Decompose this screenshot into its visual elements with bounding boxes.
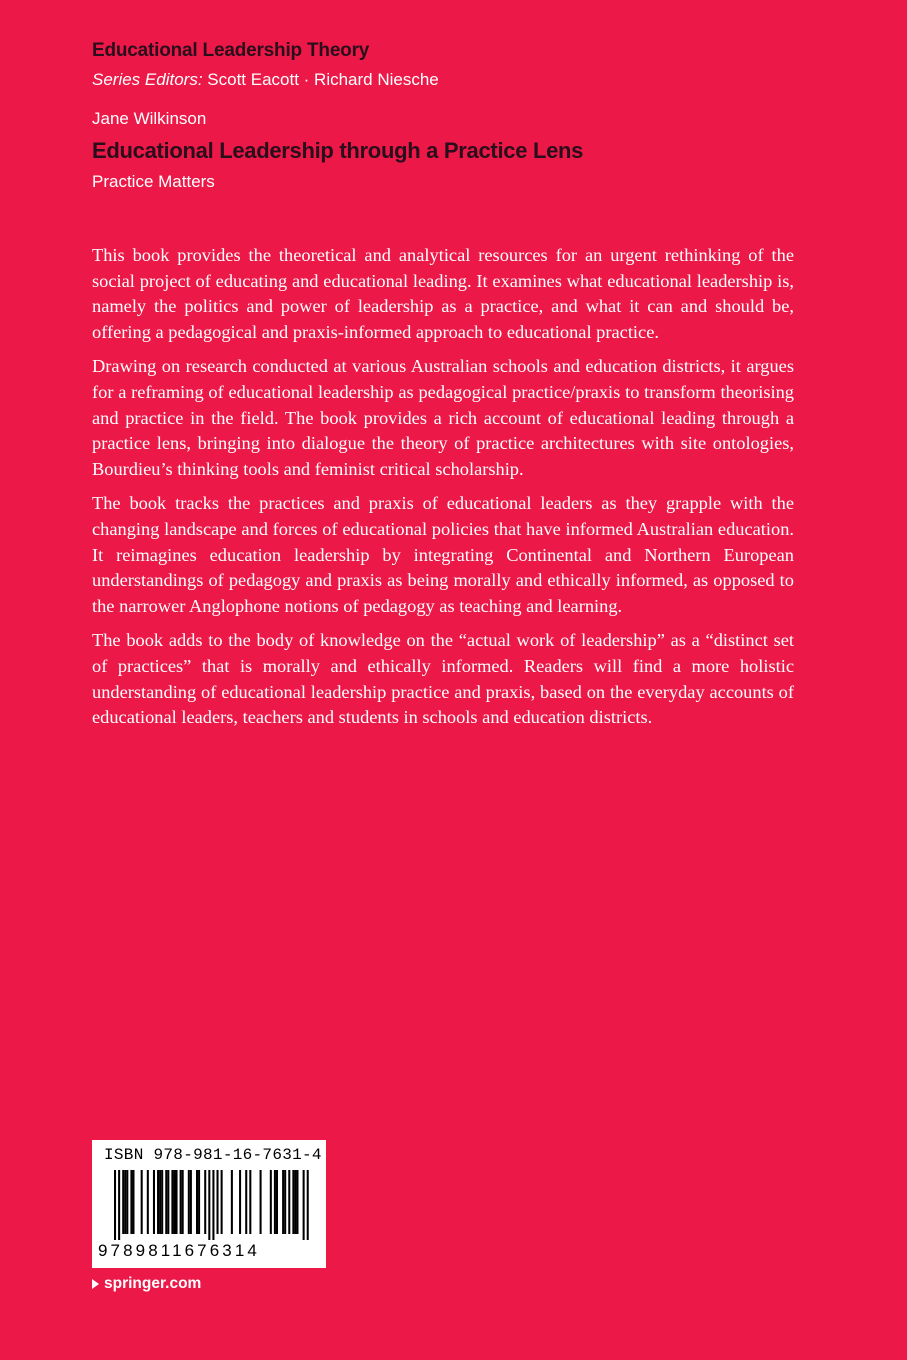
barcode-bar bbox=[296, 1170, 298, 1234]
barcode-bar bbox=[292, 1170, 294, 1234]
back-cover-blurb bbox=[92, 243, 794, 740]
barcode-bar bbox=[294, 1170, 296, 1234]
barcode-bar bbox=[157, 1170, 159, 1234]
series-title: Educational Leadership Theory bbox=[92, 40, 370, 61]
blurb-paragraph: The book tracks the practices and praxis of educational leaders as they grapple with the changing landscape and forces of educational policies that have informed Australian education. It reimagines education leadership by integrating Continental and Northern European understandings of pedagogy and praxis as being morally and ethically informed, as opposed to the narrower Anglophone notions of pedagogy as teaching and learning. bbox=[92, 493, 794, 616]
isbn-label: ISBN 978-981-16-7631-4 bbox=[104, 1146, 322, 1164]
barcode-bar bbox=[188, 1170, 190, 1234]
barcode-bar bbox=[288, 1170, 290, 1234]
series-editors-names: Scott Eacott · Richard Niesche bbox=[207, 70, 439, 89]
barcode-bar bbox=[126, 1170, 128, 1234]
barcode-bar bbox=[132, 1170, 134, 1234]
book-subtitle: Practice Matters bbox=[92, 172, 215, 191]
barcode-bar bbox=[182, 1170, 184, 1234]
barcode-bar bbox=[274, 1170, 276, 1234]
barcode-bar bbox=[141, 1170, 143, 1234]
barcode-bar bbox=[124, 1170, 126, 1234]
barcode-bar bbox=[171, 1170, 173, 1234]
barcode-bar bbox=[208, 1170, 210, 1240]
publisher-website[interactable] bbox=[92, 1275, 201, 1293]
barcode-bar bbox=[180, 1170, 182, 1234]
barcode-bar bbox=[221, 1170, 223, 1234]
barcode-bar bbox=[122, 1170, 124, 1234]
barcode-bar bbox=[190, 1170, 192, 1234]
barcode-bar bbox=[165, 1170, 167, 1234]
isbn-digits: 9789811676314 bbox=[98, 1241, 260, 1260]
barcode-bar bbox=[245, 1170, 247, 1234]
barcode-bar bbox=[270, 1170, 272, 1234]
book-title: Educational Leadership through a Practice Lens bbox=[92, 138, 584, 163]
barcode-bar bbox=[204, 1170, 206, 1234]
blurb-paragraph: This book provides the theoretical and analytical resources for an urgent rethinking of the social project of educating and educational leading. It examines what educational leadership is, namely the politics and power of leadership as a practice, and what it can and should be, offering a pedagogical and praxis-informed approach to educational practice. bbox=[92, 245, 794, 342]
series-editors bbox=[92, 70, 439, 90]
barcode-bar bbox=[276, 1170, 278, 1234]
barcode-bar bbox=[303, 1170, 305, 1240]
barcode-bar bbox=[307, 1170, 309, 1240]
publisher-website-label: springer.com bbox=[104, 1275, 202, 1292]
barcode-bar bbox=[161, 1170, 163, 1234]
barcode-bar bbox=[284, 1170, 286, 1234]
barcode-bar bbox=[118, 1170, 120, 1240]
barcode-bar bbox=[153, 1170, 155, 1234]
barcode-bar bbox=[212, 1170, 214, 1240]
blurb-paragraph: The book adds to the body of knowledge on the “actual work of leadership” as a “distinct set of practices” that is morally and ethically informed. Readers will find a more holistic understanding of educational leadership practice and praxis, based on the everyday accounts of educational leaders, teachers and students in schools and education districts. bbox=[92, 630, 794, 728]
barcode-bars bbox=[102, 1170, 316, 1240]
barcode-bar bbox=[217, 1170, 219, 1234]
isbn-barcode bbox=[92, 1140, 326, 1268]
barcode-bar bbox=[282, 1170, 284, 1234]
barcode-bar bbox=[239, 1170, 241, 1234]
barcode-bar bbox=[176, 1170, 178, 1234]
arrow-right-icon bbox=[92, 1279, 99, 1289]
barcode-bar bbox=[159, 1170, 161, 1234]
book-author: Jane Wilkinson bbox=[92, 109, 207, 128]
barcode-bar bbox=[167, 1170, 169, 1234]
barcode-bar bbox=[114, 1170, 116, 1240]
blurb-paragraph: Drawing on research conducted at various Australian schools and education districts, it argues for a reframing of educational leadership as pedagogical practice/praxis to transform theorising and practice in the field. The book provides a rich account of educational leading through a practice lens, bringing into dialogue the theory of practice architectures with site ontologies, Bourdieu’s thinking tools and feminist critical scholarship. bbox=[92, 356, 794, 479]
barcode-bar bbox=[260, 1170, 262, 1234]
barcode-bar bbox=[147, 1170, 149, 1234]
series-editors-label: Series Editors: bbox=[92, 70, 203, 89]
barcode-bar bbox=[196, 1170, 198, 1234]
barcode-bar bbox=[130, 1170, 132, 1234]
barcode-bar bbox=[231, 1170, 233, 1234]
barcode-bar bbox=[173, 1170, 175, 1234]
barcode-bar bbox=[198, 1170, 200, 1234]
barcode-bar bbox=[249, 1170, 251, 1234]
